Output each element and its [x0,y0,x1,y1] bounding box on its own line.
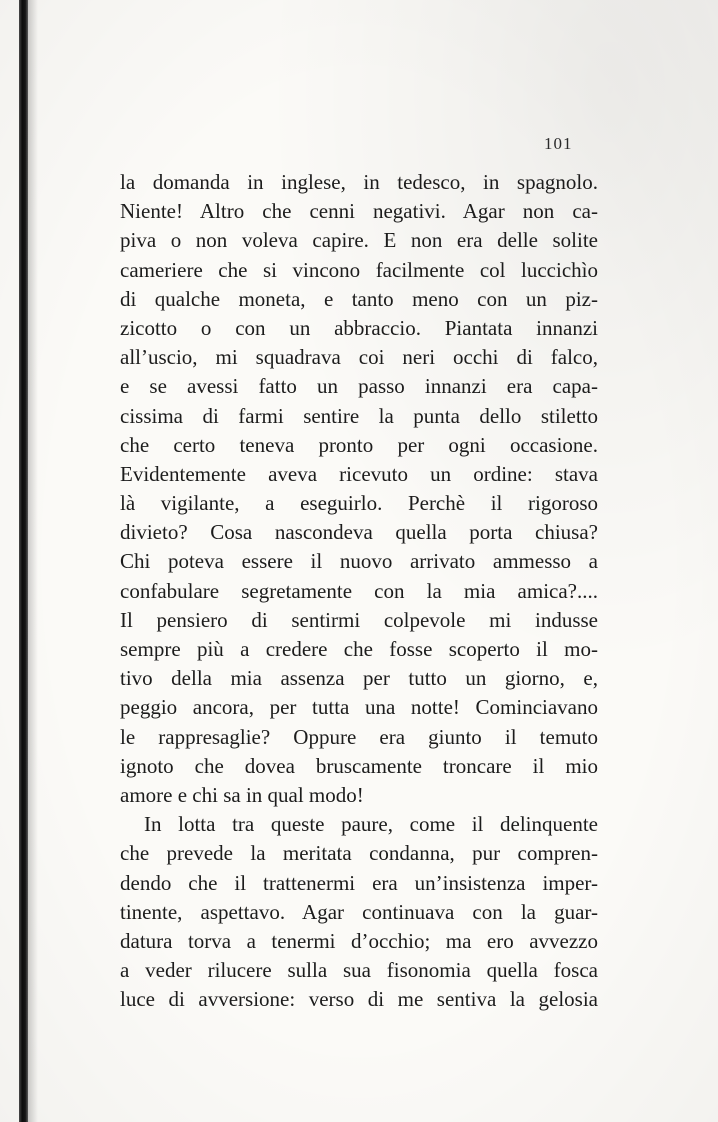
text-line: Il pensiero di sentirmi colpevole mi indusse [120,607,598,632]
text-line: ignoto che dovea bruscamente troncare il mio [120,753,598,778]
text-line: zicotto o con un abbraccio. Piantata innanzi [120,315,598,340]
text-line: tivo della mia assenza per tutto un giorno, e, [120,666,598,691]
paragraph-start-line: In lotta tra queste paure, come il delinquente [144,812,598,837]
text-line: che certo teneva pronto per ogni occasione. [120,432,598,457]
text-line: tinente, aspettavo. Agar continuava con la guar- [120,899,598,924]
text-line: a veder rilucere sulla sua fisonomia quella fosca [120,958,598,983]
binding-shadow [28,0,38,1122]
text-line: di qualche moneta, e tanto meno con un piz- [120,286,598,311]
page-number: 101 [544,134,573,153]
text-line: cissima di farmi sentire la punta dello stiletto [120,403,598,428]
book-binding-edge [19,0,28,1122]
text-line: datura torva a tenermi d’occhio; ma ero avvezzo [120,928,598,953]
text-line: Evidentemente aveva ricevuto un ordine: stava [120,461,598,486]
text-line: Niente! Altro che cenni negativi. Agar non ca- [120,199,598,224]
text-line: là vigilante, a eseguirlo. Perchè il rigoroso [120,491,598,516]
text-line: Chi poteva essere il nuovo arrivato ammesso a [120,549,598,574]
text-line: peggio ancora, per tutta una notte! Cominciavano [120,695,598,720]
text-line: e se avessi fatto un passo innanzi era capa- [120,374,598,399]
body-text [120,168,598,1014]
text-line: confabulare segretamente con la mia amica?.... [120,578,598,603]
paragraph-end-line: amore e chi sa in qual modo! [120,782,364,807]
text-line: piva o non voleva capire. E non era delle solite [120,228,598,253]
text-line: sempre più a credere che fosse scoperto il mo- [120,637,598,661]
text-line: cameriere che si vincono facilmente col luccichìo [120,257,598,282]
text-line: la domanda in inglese, in tedesco, in spagnolo. [120,170,598,194]
text-line: le rappresaglie? Oppure era giunto il temuto [120,724,598,749]
text-line: divieto? Cosa nascondeva quella porta chiusa? [120,520,598,545]
text-line: che prevede la meritata condanna, pur compren- [120,841,598,866]
text-line: all’uscio, mi squadrava coi neri occhi di falco, [120,345,598,370]
text-line: dendo che il trattenermi era un’insistenza imper- [120,870,598,895]
text-line: luce di avversione: verso di me sentiva la gelosia [120,987,598,1012]
